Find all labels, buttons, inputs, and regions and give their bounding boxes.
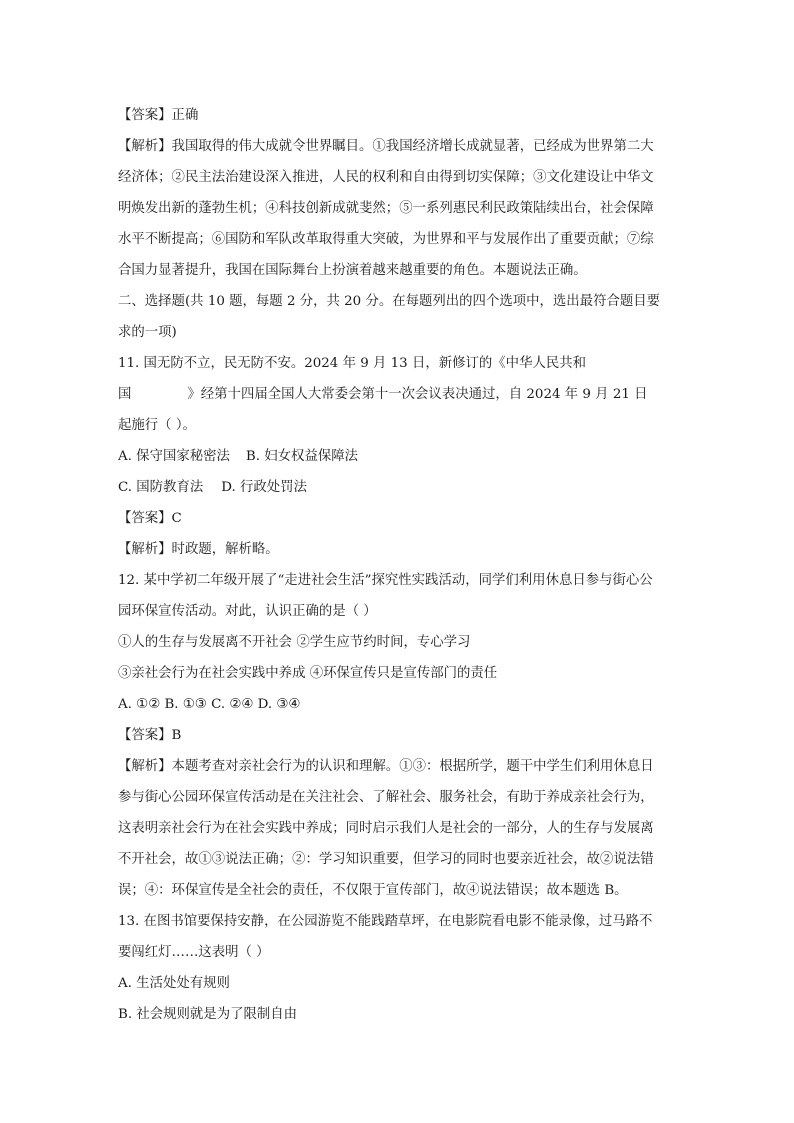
question-12: 12. 某中学初二年级开展了“走进社会生活”探究性实践活动，同学们利用休息日参与街心公 (118, 573, 653, 588)
statements-row: ③亲社会行为在社会实践中养成 ④环保宣传只是宣传部门的责任 (118, 666, 498, 681)
question-11-cont: 起施行（ ）。 (118, 418, 196, 433)
analysis-line: 明焕发出新的蓬勃生机；④科技创新成就斐然；⑤一系列惠民利民政策陆续出台，社会保障 (118, 201, 654, 216)
options-row (118, 441, 678, 472)
answer-line: 【答案】B (118, 728, 182, 743)
option-b: B. 社会规则就是为了限制自由 (118, 1007, 298, 1022)
statements-row: ①人的生存与发展离不开社会 ②学生应节约时间，专心学习 (118, 635, 471, 650)
answer-line: 【答案】正确 (118, 108, 199, 123)
answer-line: 【答案】C (118, 511, 182, 526)
analysis-line: 这表明亲社会行为在社会实践中养成；同时启示我们人是社会的一部分，人的生存与发展离 (118, 821, 654, 836)
option-a: A. 保守国家秘密法 (118, 449, 230, 464)
question-12-cont: 园环保宣传活动。对此，认识正确的是（ ） (118, 604, 377, 619)
analysis-line: 合国力显著提升，我国在国际舞台上扮演着越来越重要的角色。本题说法正确。 (118, 263, 587, 278)
analysis-line: 不开社会，故①③说法正确；②：学习知识重要，但学习的同时也要亲近社会，故②说法错 (118, 852, 654, 867)
section-heading: 二、选择题(共 10 题，每题 2 分，共 20 分。在每题列出的四个选项中，选出最符合题目要 (118, 294, 661, 309)
option-b: B. 妇女权益保障法 (245, 449, 359, 464)
option-d: D. 行政处罚法 (221, 480, 307, 495)
options-row: A. ①② B. ①③ C. ②④ D. ③④ (118, 697, 301, 712)
question-13-cont: 要闯红灯……这表明（ ） (118, 945, 270, 960)
option-a: A. 生活处处有规则 (118, 976, 230, 991)
document-content (118, 100, 678, 1030)
analysis-line: 【解析】时政题，解析略。 (118, 542, 279, 557)
question-13: 13. 在图书馆要保持安静，在公园游览不能践踏草坪，在电影院看电影不能录像，过马路不 (118, 914, 653, 929)
question-11-text-a: 国 (118, 387, 132, 402)
question-11: 11. 国无防不立，民无防不安。2024 年 9 月 13 日，新修订的《中华人民共和 (118, 356, 587, 371)
options-row (118, 472, 678, 503)
option-c: C. 国防教育法 (118, 480, 204, 495)
analysis-line: 水平不断提高；⑥国防和军队改革取得重大突破，为世界和平与发展作出了重要贡献；⑦综 (118, 232, 654, 247)
analysis-line: 经济体；②民主法治建设深入推进，人民的权利和自由得到切实保障；③文化建设让中华文 (118, 170, 654, 185)
analysis-line: 【解析】本题考查对亲社会行为的认识和理解。①③：根据所学，题干中学生们利用休息日 (118, 759, 654, 774)
analysis-line: 误；④：环保宣传是全社会的责任，不仅限于宣传部门，故④说法错误；故本题选 B。 (118, 883, 628, 898)
question-11-text-b: 》经第十四届全国人大常委会第十一次会议表决通过，自 2024 年 9 月 21 日 (187, 387, 648, 402)
analysis-line: 【解析】我国取得的伟大成就令世界瞩目。①我国经济增长成就显著，已经成为世界第二大 (118, 139, 654, 154)
analysis-line: 参与街心公园环保宣传活动是在关注社会、了解社会、服务社会，有助于养成亲社会行为， (118, 790, 654, 805)
section-heading-cont: 求的一项) (118, 325, 177, 340)
question-11-cont (118, 379, 678, 410)
